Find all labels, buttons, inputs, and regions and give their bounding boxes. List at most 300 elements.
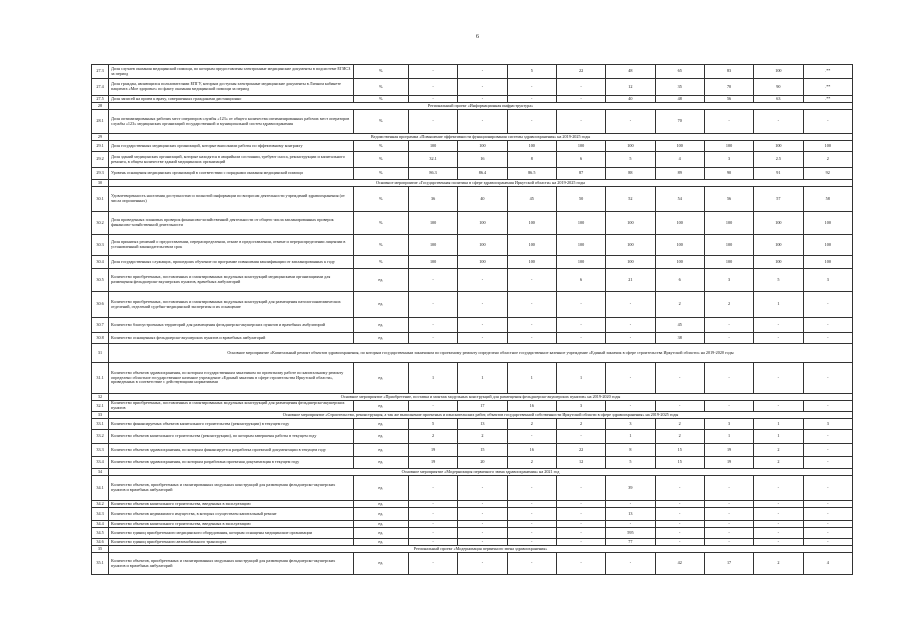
value-cell: 1 <box>556 363 605 394</box>
unit-cell: % <box>353 96 408 103</box>
value-cell: 13 <box>458 419 507 430</box>
value-cell: 100 <box>408 212 457 235</box>
row-number: 29.1 <box>92 141 109 152</box>
table-row <box>92 256 853 269</box>
table-row <box>92 292 853 318</box>
value-cell: 16 <box>507 401 556 412</box>
indicator-name: Количество объектов здравоохранения, по которым финансируется разработка проектной документации в текущем году <box>109 444 354 457</box>
value-cell: - <box>704 508 753 521</box>
section-title: Основное мероприятие «Модернизация первичного звена здравоохранения» на 2021 год <box>109 469 853 476</box>
value-cell: 100 <box>556 235 605 256</box>
value-cell: - <box>507 269 556 292</box>
value-cell: 100 <box>507 212 556 235</box>
value-cell: - <box>408 521 457 528</box>
value-cell: - <box>458 553 507 575</box>
section-row <box>92 546 853 553</box>
value-cell: - <box>507 96 556 103</box>
value-cell: 8 <box>507 152 556 168</box>
value-cell: - <box>507 476 556 501</box>
value-cell: - <box>507 528 556 539</box>
value-cell: - <box>458 269 507 292</box>
value-cell: - <box>754 363 803 394</box>
value-cell: 21 <box>606 269 655 292</box>
value-cell: 100 <box>655 141 704 152</box>
section-row <box>92 394 853 401</box>
value-cell: 3 <box>606 419 655 430</box>
indicator-name: Количество единиц приобретенного медицинского оборудования, которым оснащены медицинские организации <box>109 528 354 539</box>
value-cell: - <box>803 110 852 134</box>
value-cell: - <box>408 528 457 539</box>
indicator-name: Количество объектов капитального строительства, введенных в эксплуатацию <box>109 501 354 508</box>
value-cell: - <box>458 110 507 134</box>
table-row <box>92 141 853 152</box>
value-cell: - <box>507 501 556 508</box>
table-row <box>92 168 853 180</box>
value-cell: - <box>507 318 556 333</box>
row-number: 34.6 <box>92 539 109 546</box>
row-number: 30.7 <box>92 318 109 333</box>
value-cell: - <box>458 79 507 96</box>
unit-cell: ед. <box>353 508 408 521</box>
value-cell: - <box>408 501 457 508</box>
row-number: 33.4 <box>92 457 109 469</box>
value-cell: 5 <box>507 65 556 79</box>
table-row <box>92 430 853 444</box>
value-cell: 2 <box>556 419 605 430</box>
table-row <box>92 508 853 521</box>
value-cell: 1 <box>458 363 507 394</box>
unit-cell: % <box>353 256 408 269</box>
indicator-name: Доля случаев оказания медицинской помощи, по которым предоставлены электронные медицинские документы в подсистеме ЕГИСЗ за период <box>109 65 354 79</box>
value-cell: 19 <box>408 457 457 469</box>
row-number: 34.3 <box>92 508 109 521</box>
value-cell: 35 <box>655 79 704 96</box>
value-cell: 100 <box>803 212 852 235</box>
value-cell: 2 <box>754 457 803 469</box>
indicator-name: Уровень оснащения медицинских организаций в соответствии с порядками оказания медицинской помощи <box>109 168 354 180</box>
value-cell: 2 <box>754 553 803 575</box>
value-cell: 52 <box>606 187 655 212</box>
value-cell: 595 <box>606 528 655 539</box>
section-row <box>92 103 853 110</box>
value-cell: - <box>655 521 704 528</box>
value-cell: - <box>507 430 556 444</box>
value-cell: 17 <box>458 401 507 412</box>
value-cell: - <box>556 333 605 344</box>
value-cell: - <box>458 476 507 501</box>
value-cell: - <box>655 501 704 508</box>
value-cell: - <box>754 110 803 134</box>
value-cell: - <box>754 528 803 539</box>
row-number: 34.5 <box>92 528 109 539</box>
value-cell: - <box>556 476 605 501</box>
value-cell: - <box>458 333 507 344</box>
table-row <box>92 96 853 103</box>
row-number: 34.2 <box>92 501 109 508</box>
value-cell: .** <box>803 96 852 103</box>
value-cell: - <box>408 333 457 344</box>
value-cell: 3 <box>803 269 852 292</box>
value-cell: - <box>704 539 753 546</box>
value-cell: 2 <box>507 419 556 430</box>
indicator-name: Доля проведенных плановых проверок финансово-хозяйственной деятельности от общего числа запланированных проверок финансово-хозяйственной деятельности <box>109 212 354 235</box>
row-number: 30.1 <box>92 187 109 212</box>
table-row <box>92 539 853 546</box>
value-cell: 100 <box>458 235 507 256</box>
value-cell: - <box>754 501 803 508</box>
value-cell: 100 <box>606 235 655 256</box>
unit-cell: % <box>353 110 408 134</box>
value-cell: 4 <box>803 553 852 575</box>
value-cell: - <box>704 333 753 344</box>
value-cell: - <box>754 476 803 501</box>
value-cell: 1 <box>754 419 803 430</box>
value-cell: 54 <box>655 187 704 212</box>
value-cell: 100 <box>556 256 605 269</box>
value-cell: 70 <box>704 79 753 96</box>
value-cell: 100 <box>754 141 803 152</box>
value-cell: - <box>803 401 852 412</box>
value-cell: 100 <box>507 256 556 269</box>
unit-cell: ед. <box>353 401 408 412</box>
value-cell: - <box>507 333 556 344</box>
row-number: 27.3 <box>92 65 109 79</box>
unit-cell: % <box>353 235 408 256</box>
value-cell: .** <box>803 65 852 79</box>
value-cell: .** <box>803 79 852 96</box>
indicator-name: Количество приобретенных, поставленных и смонтированных модульных конструкций для размещения патологоанатомических отделений, отделений судебно-медицинской экспертизы и их оснащение <box>109 292 354 318</box>
value-cell: - <box>803 539 852 546</box>
table-row <box>92 528 853 539</box>
unit-cell: ед. <box>353 521 408 528</box>
table-row <box>92 187 853 212</box>
value-cell: - <box>408 508 457 521</box>
value-cell: - <box>606 501 655 508</box>
indicator-name: Количество объектов здравоохранения, по которым государственным заказчиком по проектному работе по капитальному ремонту определено областное государственное казенное учреждение «Единый заказчик в сфере строительства Иркутской области», приведенных в соответствие с действующими нормативами <box>109 363 354 394</box>
indicator-name: Удовлетворенность населения доступностью и полнотой информации по вопросам деятельности учреждений здравоохранения (от числа опрошенных) <box>109 187 354 212</box>
value-cell: 40 <box>606 96 655 103</box>
value-cell: - <box>606 553 655 575</box>
section-row <box>92 344 853 363</box>
table-row <box>92 521 853 528</box>
value-cell: 2 <box>408 430 457 444</box>
value-cell: 88 <box>606 168 655 180</box>
value-cell: 100 <box>458 256 507 269</box>
indicator-name: Доля зданий медицинских организаций, которые находятся в аварийном состоянии, требуют сноса, реконструкции и капитального ремонта, в общем количестве зданий медицинских организаций <box>109 152 354 168</box>
value-cell: 6 <box>556 152 605 168</box>
row-number: 29 <box>92 134 109 141</box>
value-cell: - <box>556 501 605 508</box>
value-cell: 45 <box>655 318 704 333</box>
value-cell: 100 <box>458 141 507 152</box>
value-cell: - <box>556 508 605 521</box>
value-cell: 1 <box>754 292 803 318</box>
value-cell: 2 <box>655 430 704 444</box>
value-cell: - <box>408 65 457 79</box>
section-row <box>92 412 853 419</box>
row-number: 30.4 <box>92 256 109 269</box>
value-cell: - <box>803 501 852 508</box>
value-cell: 40 <box>458 187 507 212</box>
value-cell: 89 <box>655 168 704 180</box>
table-row <box>92 401 853 412</box>
indicator-name: Количество объектов, приобретенных и смонтированных модульных конструкций для размещения фельдшерско-акушерских пунктов и врачебных амбулаторий <box>109 476 354 501</box>
unit-cell: ед. <box>353 419 408 430</box>
table-row <box>92 457 853 469</box>
value-cell: 2 <box>655 292 704 318</box>
value-cell: - <box>408 401 457 412</box>
value-cell: 12 <box>556 457 605 469</box>
unit-cell: ед. <box>353 269 408 292</box>
section-title: Ведомственная программа «Повышение эффективности функционирования системы здравоохранения» на 2019-2025 годы <box>109 134 853 141</box>
value-cell: 16 <box>507 444 556 457</box>
value-cell: - <box>606 110 655 134</box>
value-cell: - <box>606 521 655 528</box>
row-number: 32.1 <box>92 401 109 412</box>
value-cell: - <box>408 110 457 134</box>
table-row <box>92 501 853 508</box>
value-cell: 4 <box>655 152 704 168</box>
unit-cell: % <box>353 152 408 168</box>
value-cell: 70 <box>655 110 704 134</box>
value-cell: - <box>458 528 507 539</box>
row-number: 28.1 <box>92 110 109 134</box>
unit-cell: ед. <box>353 553 408 575</box>
value-cell: 5 <box>754 269 803 292</box>
row-number: 30.3 <box>92 235 109 256</box>
value-cell: - <box>408 269 457 292</box>
row-number: 35 <box>92 546 109 553</box>
indicator-name: Количество оснащенных фельдшерско-акушерских пунктов и врачебных амбулаторий <box>109 333 354 344</box>
section-row <box>92 469 853 476</box>
value-cell: 100 <box>606 256 655 269</box>
row-number: 29.3 <box>92 168 109 180</box>
value-cell: - <box>507 521 556 528</box>
indicator-name: Количество объектов недвижимого имущества, в которых осуществлен капитальный ремонт <box>109 508 354 521</box>
row-number: 30.8 <box>92 333 109 344</box>
section-title: Основное мероприятие «Капитальный ремонт объектов здравоохранения, по которым государственным заказчиком по проектному ремонту определено областное государственное казенное учреждение «Единый заказчик в сфере строительства Иркутской области» на 2019-2020 годы <box>109 344 853 363</box>
section-title: Региональный проект «Информационная инфраструктура» <box>109 103 853 110</box>
value-cell: 58 <box>803 187 852 212</box>
table-row <box>92 212 853 235</box>
row-number: 33.2 <box>92 430 109 444</box>
unit-cell: % <box>353 187 408 212</box>
value-cell: 100 <box>408 235 457 256</box>
value-cell: - <box>556 96 605 103</box>
value-cell: 48 <box>655 96 704 103</box>
row-number: 33.1 <box>92 419 109 430</box>
value-cell: - <box>754 318 803 333</box>
value-cell: 17 <box>704 553 753 575</box>
table-row <box>92 110 853 134</box>
value-cell: - <box>704 401 753 412</box>
value-cell: - <box>803 318 852 333</box>
indicator-name: Количество единиц приобретенного автомобильного транспорта <box>109 539 354 546</box>
unit-cell: ед. <box>353 457 408 469</box>
value-cell: - <box>556 110 605 134</box>
row-number: 31 <box>92 344 109 363</box>
value-cell: 16 <box>458 152 507 168</box>
value-cell: - <box>803 444 852 457</box>
indicator-name: Количество объектов капитального строительства (реконструкции), по которым завершены работы в текущем году <box>109 430 354 444</box>
value-cell: - <box>556 318 605 333</box>
value-cell: 100 <box>754 212 803 235</box>
value-cell: 100 <box>803 141 852 152</box>
indicator-name: Доля государственных служащих, прошедших обучение по программе повышения квалификации от запланированных к году <box>109 256 354 269</box>
value-cell: 56 <box>704 187 753 212</box>
value-cell: 45 <box>507 187 556 212</box>
value-cell: 19 <box>704 457 753 469</box>
row-number: 33.3 <box>92 444 109 457</box>
value-cell: - <box>803 457 852 469</box>
value-cell: - <box>507 79 556 96</box>
table-row <box>92 318 853 333</box>
value-cell: 100 <box>704 256 753 269</box>
value-cell: - <box>606 363 655 394</box>
value-cell: 100 <box>803 256 852 269</box>
value-cell: 2 <box>507 457 556 469</box>
unit-cell: ед. <box>353 430 408 444</box>
value-cell: 100 <box>704 141 753 152</box>
value-cell: 5 <box>606 152 655 168</box>
value-cell: 3 <box>704 152 753 168</box>
value-cell: - <box>408 539 457 546</box>
value-cell: 38 <box>655 333 704 344</box>
value-cell: 1 <box>606 430 655 444</box>
value-cell: 36 <box>408 187 457 212</box>
value-cell: - <box>803 508 852 521</box>
value-cell: - <box>655 508 704 521</box>
value-cell: - <box>507 508 556 521</box>
value-cell: - <box>754 539 803 546</box>
value-cell: - <box>803 528 852 539</box>
indicator-name: Количество приобретенных, поставленных и смонтированных модульных конструкций медицинскими организациями для размещения фельдшерско-акушерских пунктов, врачебных амбулаторий <box>109 269 354 292</box>
row-number: 35.1 <box>92 553 109 575</box>
value-cell: - <box>458 539 507 546</box>
table-row <box>92 476 853 501</box>
section-title: Основное мероприятие «Строительство, реконструкция, а так же выполнение проектных и изыскательских работ, объектов государственной собственности Иркутской области в сфере здравоохранения» на 2019-2025 годы <box>109 412 853 419</box>
value-cell: - <box>458 318 507 333</box>
value-cell: - <box>606 292 655 318</box>
value-cell: 100 <box>803 235 852 256</box>
value-cell: - <box>408 96 457 103</box>
unit-cell: % <box>353 65 408 79</box>
value-cell: - <box>704 521 753 528</box>
value-cell: 92 <box>803 168 852 180</box>
value-cell: 8 <box>606 444 655 457</box>
table-row <box>92 419 853 430</box>
value-cell: - <box>507 110 556 134</box>
value-cell: - <box>458 96 507 103</box>
value-cell: - <box>754 401 803 412</box>
value-cell: 3 <box>704 269 753 292</box>
section-row <box>92 134 853 141</box>
table-row <box>92 363 853 394</box>
value-cell: 91 <box>754 168 803 180</box>
section-title: Основное мероприятие «Государственная политика в сфере здравоохранения Иркутской области» на 2019-2025 годы <box>109 180 853 187</box>
indicators-table <box>91 64 853 575</box>
value-cell: 1 <box>408 363 457 394</box>
value-cell: 3 <box>704 419 753 430</box>
value-cell: 100 <box>408 141 457 152</box>
value-cell: 86.3 <box>408 168 457 180</box>
value-cell: 2 <box>655 419 704 430</box>
value-cell: 48 <box>606 65 655 79</box>
table-row <box>92 65 853 79</box>
row-number: 30.5 <box>92 269 109 292</box>
value-cell: 12 <box>606 79 655 96</box>
value-cell: - <box>556 79 605 96</box>
indicator-name: Количество объектов капитального строительства, введенных в эксплуатацию <box>109 521 354 528</box>
value-cell: - <box>606 333 655 344</box>
section-title: Основное мероприятие «Приобретение, поставка и монтаж модульных конструкций для размещения фельдшерско-акушерских пунктов» на 2019-2020 годы <box>109 394 853 401</box>
value-cell: - <box>606 318 655 333</box>
value-cell: - <box>655 476 704 501</box>
table-row <box>92 444 853 457</box>
value-cell: 65 <box>655 65 704 79</box>
value-cell: 3 <box>556 401 605 412</box>
indicator-name: Количество приобретенных, поставленных и смонтированных модульных конструкций для размещения фельдшерско-акушерских пунктов <box>109 401 354 412</box>
indicator-name: Количество благоустроенных территорий для размещения фельдшерско-акушерских пунктов и врачебных амбулаторий <box>109 318 354 333</box>
value-cell: - <box>803 363 852 394</box>
value-cell: 2 <box>458 430 507 444</box>
row-number: 30.2 <box>92 212 109 235</box>
table-row <box>92 79 853 96</box>
row-number: 28 <box>92 103 109 110</box>
value-cell: - <box>556 292 605 318</box>
table-row <box>92 235 853 256</box>
value-cell: 100 <box>655 235 704 256</box>
row-number: 32 <box>92 394 109 401</box>
value-cell: - <box>704 501 753 508</box>
indicator-name: Доля записей на прием к врачу, совершенных гражданами дистанционно <box>109 96 354 103</box>
value-cell: 22 <box>556 65 605 79</box>
row-number: 31.1 <box>92 363 109 394</box>
indicator-name: Доля принятых решений о предоставлении, перераспределении, отказе в предоставлении, отмене и перераспределении лицензии в установленный законодательством срок <box>109 235 354 256</box>
value-cell: 3 <box>803 419 852 430</box>
value-cell: 87 <box>556 168 605 180</box>
value-cell: - <box>408 553 457 575</box>
value-cell: - <box>556 528 605 539</box>
value-cell: 100 <box>507 235 556 256</box>
unit-cell: ед. <box>353 363 408 394</box>
value-cell: 100 <box>704 212 753 235</box>
value-cell: - <box>803 521 852 528</box>
value-cell: - <box>458 521 507 528</box>
unit-cell: % <box>353 141 408 152</box>
indicator-name: Количество объектов, приобретенных и смонтированных модульных конструкций для размещения фельдшерско-акушерских пунктов и врачебных амбулаторий <box>109 553 354 575</box>
value-cell: - <box>507 553 556 575</box>
indicator-name: Доля граждан, являющихся пользователями ЕПГУ, которым доступны электронные медицинские документы в Личном кабинете пациента «Мое здоровье» по факту оказания медицинской помощи за период <box>109 79 354 96</box>
value-cell: - <box>556 539 605 546</box>
value-cell: 100 <box>754 256 803 269</box>
value-cell: 15 <box>655 457 704 469</box>
value-cell: 83 <box>704 65 753 79</box>
value-cell: 2 <box>704 292 753 318</box>
value-cell: 100 <box>655 256 704 269</box>
table-row <box>92 152 853 168</box>
value-cell: - <box>754 521 803 528</box>
value-cell: 6 <box>556 269 605 292</box>
value-cell: 77 <box>606 539 655 546</box>
row-number: 34.1 <box>92 476 109 501</box>
row-number: 30.6 <box>92 292 109 318</box>
value-cell: 86.4 <box>458 168 507 180</box>
value-cell: - <box>606 401 655 412</box>
value-cell: 50 <box>556 187 605 212</box>
value-cell: - <box>704 110 753 134</box>
section-row <box>92 180 853 187</box>
